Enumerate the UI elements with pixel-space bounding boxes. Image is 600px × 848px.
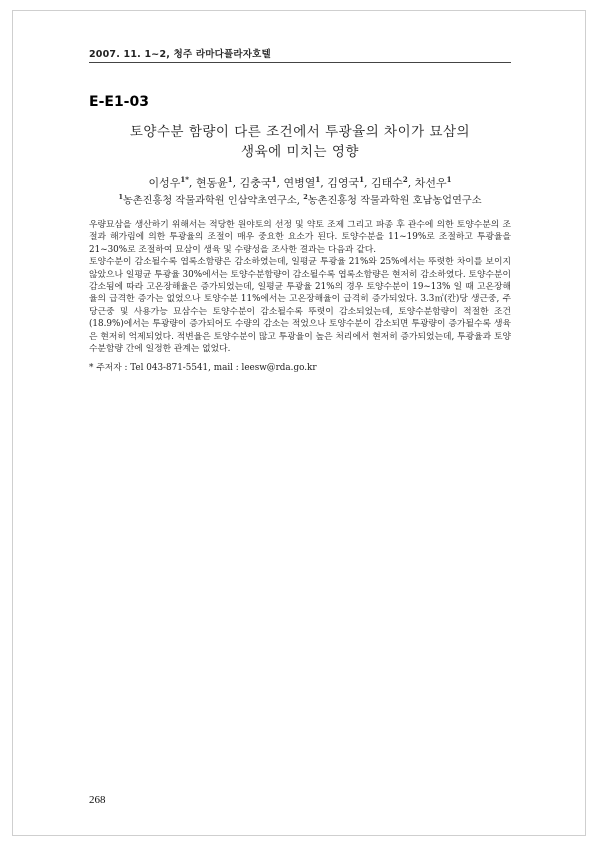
affiliation-mark: 2 <box>303 193 308 201</box>
author: 연병열 <box>283 176 316 190</box>
author-affiliation-mark: 1 <box>315 175 321 184</box>
author-affiliation-mark: 1 <box>271 175 277 184</box>
author: 이성우 <box>148 176 181 190</box>
running-header: 2007. 11. 1~2, 청주 라마다플라자호텔 <box>89 49 271 60</box>
abstract-body <box>89 219 511 355</box>
affiliation-list <box>89 190 511 208</box>
page-number: 268 <box>89 794 106 806</box>
author: 차선우 <box>414 176 447 190</box>
corresponding-author-contact: * 주저자 : Tel 043-871-5541, mail : leesw@rda.go.kr <box>89 363 317 373</box>
author: 김태수 <box>370 176 403 190</box>
affiliation: 농촌진흥청 작물과학원 호남농업연구소 <box>307 195 482 207</box>
author-list: 이성우$^{1*}$, 현동윤$^1$, 김충국$^1$, 연병열$^1$, 김영국$^1$, 김태수$^2$, 차선우$^1$ <box>148 175 452 190</box>
author: 김영국 <box>327 176 360 190</box>
author-affiliation-mark: 1* <box>180 175 189 184</box>
author-affiliation-mark: 1 <box>227 175 233 184</box>
affiliation: 농촌진흥청 작물과학원 인삼약초연구소, <box>122 195 304 207</box>
author-affiliation-mark: 1 <box>446 175 452 184</box>
abstract-paragraph: 토양수분이 감소될수록 엽록소함량은 감소하였는데, 일평균 투광율 21%와 25%에서는 뚜렷한 차이를 보이지 않았으나 일평균 투광율 30%에서는 토양수분함량이 감소될수록 엽록소함량은 현저히 감소하였다. 토양수분이 감소됨에 따라 고온장해율은 증가되었는데, 일평균 투광율 21%의 경우 토양수분이 19~13% 일 때 고온장해율의 급격한 증가는 없었으나 토양수분 11%에서는 고온장해율이 급격히 증가되었다. 3.3㎡(칸)당 생근중, 주당근중 및 사용가능 묘삼수는 토양수분이 감소될수록 뚜렷이 감소되었는데, 토양수분함량이 적절한 조건(18.9%)에서는 투광량이 증가되어도 수량의 감소는 적었으나 토양수분이 감소되면 투광량이 증가될수록 생육은 현저히 억제되었다. 적변율은 토양수분이 많고 투광율이 높은 처리에서 현저히 증가되었는데, 투광율과 토양수분함량 간에 일정한 관계는 없었다. <box>89 257 511 355</box>
affiliation-mark: 1 <box>118 193 123 201</box>
header-rule <box>89 62 511 63</box>
title-line-2: 생육에 미치는 영향 <box>241 144 359 160</box>
abstract-title <box>89 122 511 162</box>
author-affiliation-mark: 1 <box>359 175 364 184</box>
title-line-1: 토양수분 함량이 다른 조건에서 투광율의 차이가 묘삼의 <box>129 124 471 140</box>
author-affiliation-mark: 2 <box>402 175 408 184</box>
author: 김충국 <box>239 176 272 190</box>
abstract-paragraph: 우량묘삼을 생산하기 위해서는 적당한 원야토의 선정 및 약토 조제 그리고 파종 후 관수에 의한 토양수분의 조절과 해가림에 의한 투광율의 조절이 매우 중요한 요소가 된다. 토양수분을 11~19%로 조절하고 투광율을 21~30%로 조절하여 묘삼이 생육 및 수량성을 조사한 결과는 다음과 같다. <box>89 220 511 255</box>
author: 현동윤 <box>195 176 228 190</box>
abstract-id: E-E1-03 <box>89 94 149 110</box>
